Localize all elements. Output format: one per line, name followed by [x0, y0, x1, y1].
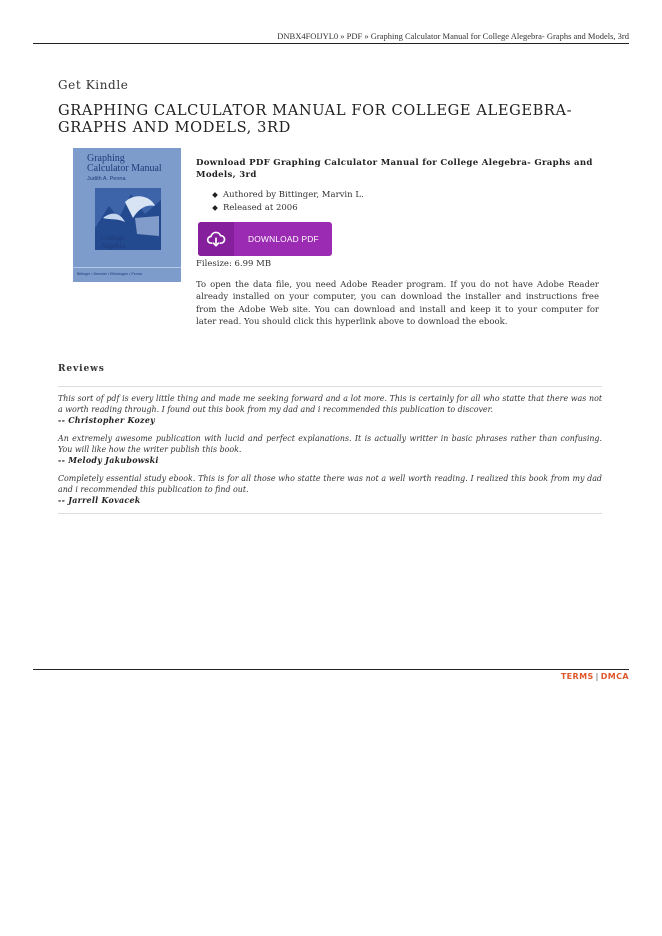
review-text: An extremely awesome publication with lucid and perfect explanations. It is actually writter in basic phrases rather than confusing. You will like how the writer publish this book. — [58, 434, 602, 454]
review-item — [58, 434, 602, 465]
page-title: GRAPHING CALCULATOR MANUAL FOR COLLEGE ALEGEBRA- GRAPHS AND MODELS, 3RD — [58, 102, 573, 136]
header-divider — [33, 43, 629, 44]
filesize-text: Filesize: 6.99 MB — [196, 259, 272, 269]
download-icon-box — [198, 222, 234, 256]
review-item — [58, 394, 602, 425]
reviews-bottom-divider — [58, 513, 602, 514]
reviews-heading: Reviews — [58, 364, 105, 374]
cover-subtitle-line-2: Algebra — [101, 241, 126, 250]
cover-subtitle — [101, 234, 125, 250]
breadcrumb: DNBX4FOIJYL0 » PDF » Graphing Calculator Manual for College Alegebra- Graphs and Models, 3rd — [277, 31, 629, 41]
cover-subtitle-line-1: College — [101, 233, 125, 242]
download-heading: Download PDF Graphing Calculator Manual for College Alegebra- Graphs and Models, 3rd — [196, 158, 593, 180]
detail-author: Authored by Bittinger, Marvin L. — [212, 190, 364, 203]
download-pdf-button[interactable] — [198, 222, 332, 256]
section-label: Get Kindle — [58, 78, 129, 92]
review-item — [58, 474, 602, 505]
cloud-download-icon — [206, 229, 226, 249]
review-author: -- Christopher Kozey — [58, 416, 156, 426]
download-button-label: DOWNLOAD PDF — [248, 234, 319, 244]
cover-title-line-2: Calculator Manual — [87, 163, 162, 174]
download-description: To open the data file, you need Adobe Reader program. If you do not have Adobe Reader already installed on your computer, you can download the installer and instructions free from the Adobe Web site. You can download and install and keep it to your computer for later read. You should click this hyperlink above to download the ebook. — [196, 280, 599, 327]
footer-separator: | — [595, 672, 599, 681]
cover-authors-strip: Bittinger • Beecher • Ellenbogen • Penna — [77, 272, 142, 276]
book-details-list — [212, 190, 364, 215]
terms-link[interactable]: TERMS — [560, 672, 594, 681]
footer-links — [561, 672, 629, 681]
reviews-top-divider — [58, 386, 602, 387]
review-author: -- Melody Jakubowski — [58, 456, 159, 466]
dmca-link[interactable]: DMCA — [600, 672, 629, 681]
book-cover-image — [73, 148, 181, 282]
cover-title — [87, 154, 162, 174]
review-text: Completely essential study ebook. This is for all those who statte there was not a well worth reading. I realized this book from my dad and i recommended this publication to find out. — [58, 474, 602, 494]
cover-title-line-1: Graphing — [87, 153, 125, 164]
detail-release: Released at 2006 — [212, 203, 364, 216]
footer-divider — [33, 669, 629, 670]
cover-divider — [73, 267, 181, 268]
cover-author: Judith A. Penna — [87, 176, 126, 182]
review-author: -- Jarrell Kovacek — [58, 496, 141, 506]
review-text: This sort of pdf is every little thing and made me seeking forward and a lot more. This is certainly for all who statte that there was not a worth reading through. I found out this book from my dad and i recommended this publication to discover. — [58, 394, 602, 414]
